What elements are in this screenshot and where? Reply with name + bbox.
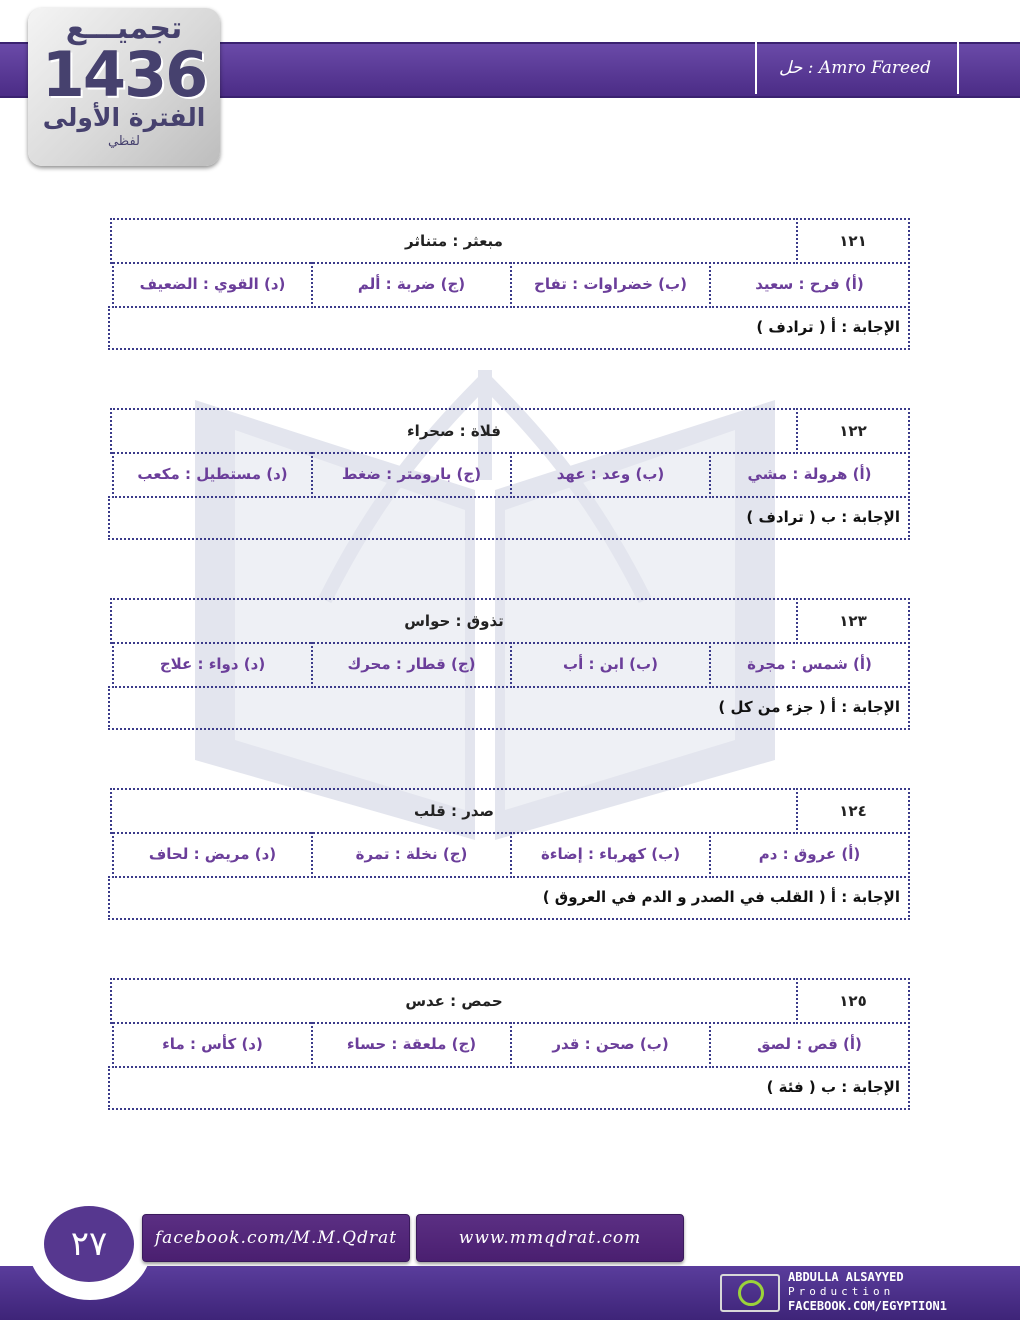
header-divider xyxy=(755,42,757,94)
producer-link: FACEBOOK.COM/EGYPTION1 xyxy=(788,1299,947,1313)
option-a: (أ) قص : لصق xyxy=(709,1022,910,1068)
question-block xyxy=(110,218,910,350)
question-stem: فلاة : صحراء xyxy=(110,408,798,454)
producer-tag: Production xyxy=(788,1285,895,1298)
logo-section: لفظي xyxy=(107,134,141,149)
website-link[interactable]: www.mmqdrat.com xyxy=(416,1214,684,1262)
logo-title: تجميـــع xyxy=(65,11,183,46)
question-stem: صدر : قلب xyxy=(110,788,798,834)
question-number: ١٢٢ xyxy=(796,408,910,454)
logo-year: 1436 xyxy=(41,38,207,111)
answer: الإجابة : أ ( جزء من كل ) xyxy=(108,686,910,730)
option-a: (أ) فرح : سعيد xyxy=(709,262,910,308)
page-number: ٢٧ xyxy=(44,1206,134,1282)
option-d: (د) مستطيل : مكعب xyxy=(112,452,313,498)
question-number: ١٢٤ xyxy=(796,788,910,834)
camera-logo-icon xyxy=(720,1274,780,1312)
question-stem: حمص : عدس xyxy=(110,978,798,1024)
option-d: (د) القوي : الضعيف xyxy=(112,262,313,308)
answer: الإجابة : ب ( فئة ) xyxy=(108,1066,910,1110)
option-c: (ج) بارومتر : ضغط xyxy=(311,452,512,498)
option-a: (أ) شمس : مجرة xyxy=(709,642,910,688)
question-block xyxy=(110,978,910,1110)
option-b: (ب) خضراوات : تفاح xyxy=(510,262,711,308)
option-b: (ب) كهرباء : إضاءة xyxy=(510,832,711,878)
option-b: (ب) ابن : أب xyxy=(510,642,711,688)
question-stem: تذوق : حواس xyxy=(110,598,798,644)
option-c: (ج) قطار : محرك xyxy=(311,642,512,688)
question-number: ١٢١ xyxy=(796,218,910,264)
option-c: (ج) ملعقة : حساء xyxy=(311,1022,512,1068)
answer: الإجابة : ب ( ترادف ) xyxy=(108,496,910,540)
option-c: (ج) نخلة : تمرة xyxy=(311,832,512,878)
option-d: (د) مريض : لحاف xyxy=(112,832,313,878)
question-number: ١٢٣ xyxy=(796,598,910,644)
option-a: (أ) عروق : دم xyxy=(709,832,910,878)
answer: الإجابة : أ ( ترادف ) xyxy=(108,306,910,350)
option-d: (د) دواء : علاج xyxy=(112,642,313,688)
collection-logo xyxy=(28,8,220,166)
option-b: (ب) صحن : قدر xyxy=(510,1022,711,1068)
option-c: (ج) ضربة : ألم xyxy=(311,262,512,308)
question-stem: مبعثر : متناثر xyxy=(110,218,798,264)
producer-credit xyxy=(716,1270,1020,1316)
option-d: (د) كأس : ماء xyxy=(112,1022,313,1068)
option-b: (ب) وعد : عهد xyxy=(510,452,711,498)
producer-name: ABDULLA ALSAYYED xyxy=(788,1270,904,1284)
question-block xyxy=(110,598,910,730)
question-block xyxy=(110,408,910,540)
solver-label: حل : Amro Fareed xyxy=(779,58,931,78)
header-divider xyxy=(957,42,959,94)
option-a: (أ) هرولة : مشي xyxy=(709,452,910,498)
question-number: ١٢٥ xyxy=(796,978,910,1024)
facebook-link[interactable]: facebook.com/M.M.Qdrat xyxy=(142,1214,410,1262)
answer: الإجابة : أ ( القلب في الصدر و الدم في العروق ) xyxy=(108,876,910,920)
question-block xyxy=(110,788,910,920)
logo-period: الفترة الأولى xyxy=(42,103,206,132)
